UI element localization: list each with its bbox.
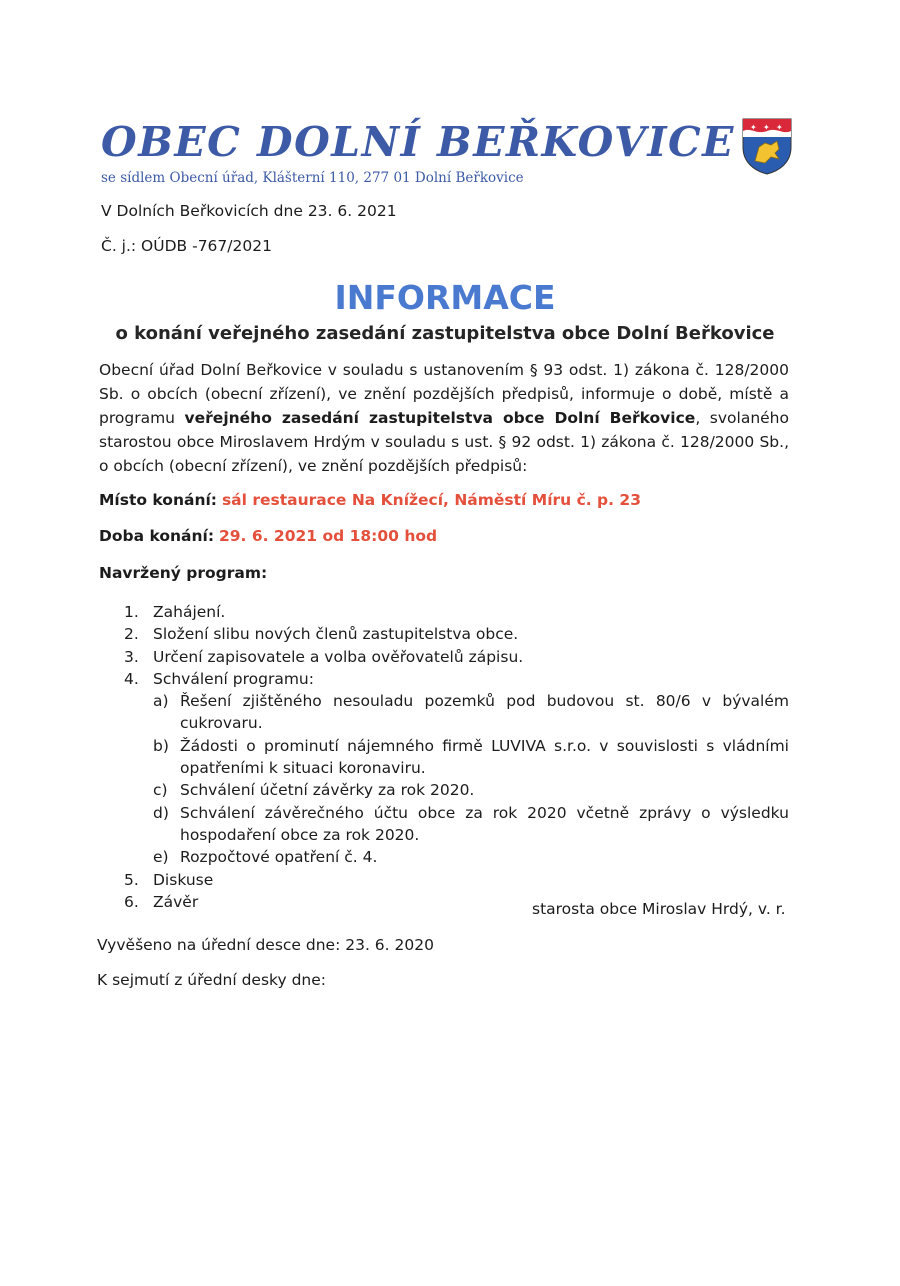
office-address: se sídlem Obecní úřad, Klášterní 110, 277 01 Dolní Beřkovice xyxy=(101,170,524,186)
list-item: a) Řešení zjištěného nesouladu pozemků pod budovou st. 80/6 v bývalém cukrovaru. xyxy=(153,692,789,733)
list-item: 2. Složení slibu nových členů zastupitelstva obce. xyxy=(124,625,519,644)
posted-date: Vyvěšeno na úřední desce dne: 23. 6. 2020 xyxy=(97,936,434,954)
time-line xyxy=(99,527,437,545)
document-heading: INFORMACE xyxy=(334,278,556,317)
intro-paragraph: Obecní úřad Dolní Beřkovice v souladu s ustanovením § 93 odst. 1) zákona č. 128/2000 Sb. o obcích (obecní zřízení), ve znění pozdějších předpisů, informuje o době, místě a programu veřejného zasedání zastupitelstva obce Dolní Beřkovice, svolaného starostou obce Miroslavem Hrdým v souladu s ust. § 92 odst. 1) zákona č. 128/2000 Sb., o obcích (obecní zřízení), ve znění pozdějších předpisů: xyxy=(99,361,789,475)
svg-text:✦: ✦ xyxy=(776,123,783,132)
sub-program-list xyxy=(153,690,789,868)
removal-date: K sejmutí z úřední desky dne: xyxy=(97,971,326,989)
town-name: OBEC DOLNÍ BEŘKOVICE xyxy=(101,118,735,166)
list-item: b) Žádosti o prominutí nájemného firmě LUVIVA s.r.o. v souvislosti s vládními opatřeními k situaci koronaviru. xyxy=(153,736,789,778)
reference-number: Č. j.: OÚDB -767/2021 xyxy=(101,237,272,255)
program-list xyxy=(99,601,789,913)
time-label: Doba konání: xyxy=(99,527,215,545)
svg-text:✦: ✦ xyxy=(763,123,770,132)
venue-line xyxy=(99,491,641,509)
svg-text:✦: ✦ xyxy=(750,123,757,132)
coat-of-arms-icon xyxy=(741,117,793,175)
list-item: 4. Schválení programu: a) Řešení zjištěného nesouladu pozemků pod budovou st. 80/6 v bývalém cukrovaru. b) Žádosti o prominutí nájemného firmě LUVIVA s.r.o. v souvislosti s vládními opatřeními k situaci koronaviru. c) Schválení účetní závěrky za rok 2020. d) Schválení závěrečného účtu obce za rok 2020 včetně zprávy o výsledku hospodaření obce za rok 2020. e) Rozpočtové opatření č. 4. xyxy=(99,668,789,869)
list-item: d) Schválení závěrečného účtu obce za rok 2020 včetně zprávy o výsledku hospodaření obce za rok 2020. xyxy=(153,803,789,844)
venue-value: sál restaurace Na Knížecí, Náměstí Míru č. p. 23 xyxy=(221,491,641,509)
list-item: e) Rozpočtové opatření č. 4. xyxy=(153,848,378,867)
signature: starosta obce Miroslav Hrdý, v. r. xyxy=(532,900,786,918)
list-item: c) Schválení účetní závěrky za rok 2020. xyxy=(153,781,475,800)
time-value: 29. 6. 2021 od 18:00 hod xyxy=(218,527,438,545)
program-label: Navržený program: xyxy=(99,564,268,582)
venue-label: Místo konání: xyxy=(99,491,217,509)
list-item: 3. Určení zapisovatele a volba ověřovatelů zápisu. xyxy=(124,647,524,666)
document-subheading: o konání veřejného zasedání zastupitelstva obce Dolní Beřkovice xyxy=(115,323,775,344)
place-date: V Dolních Beřkovicích dne 23. 6. 2021 xyxy=(101,202,397,220)
list-item: 6. Závěr xyxy=(124,892,199,911)
list-item: 5. Diskuse xyxy=(124,870,214,889)
list-item: 1. Zahájení. xyxy=(124,603,226,621)
